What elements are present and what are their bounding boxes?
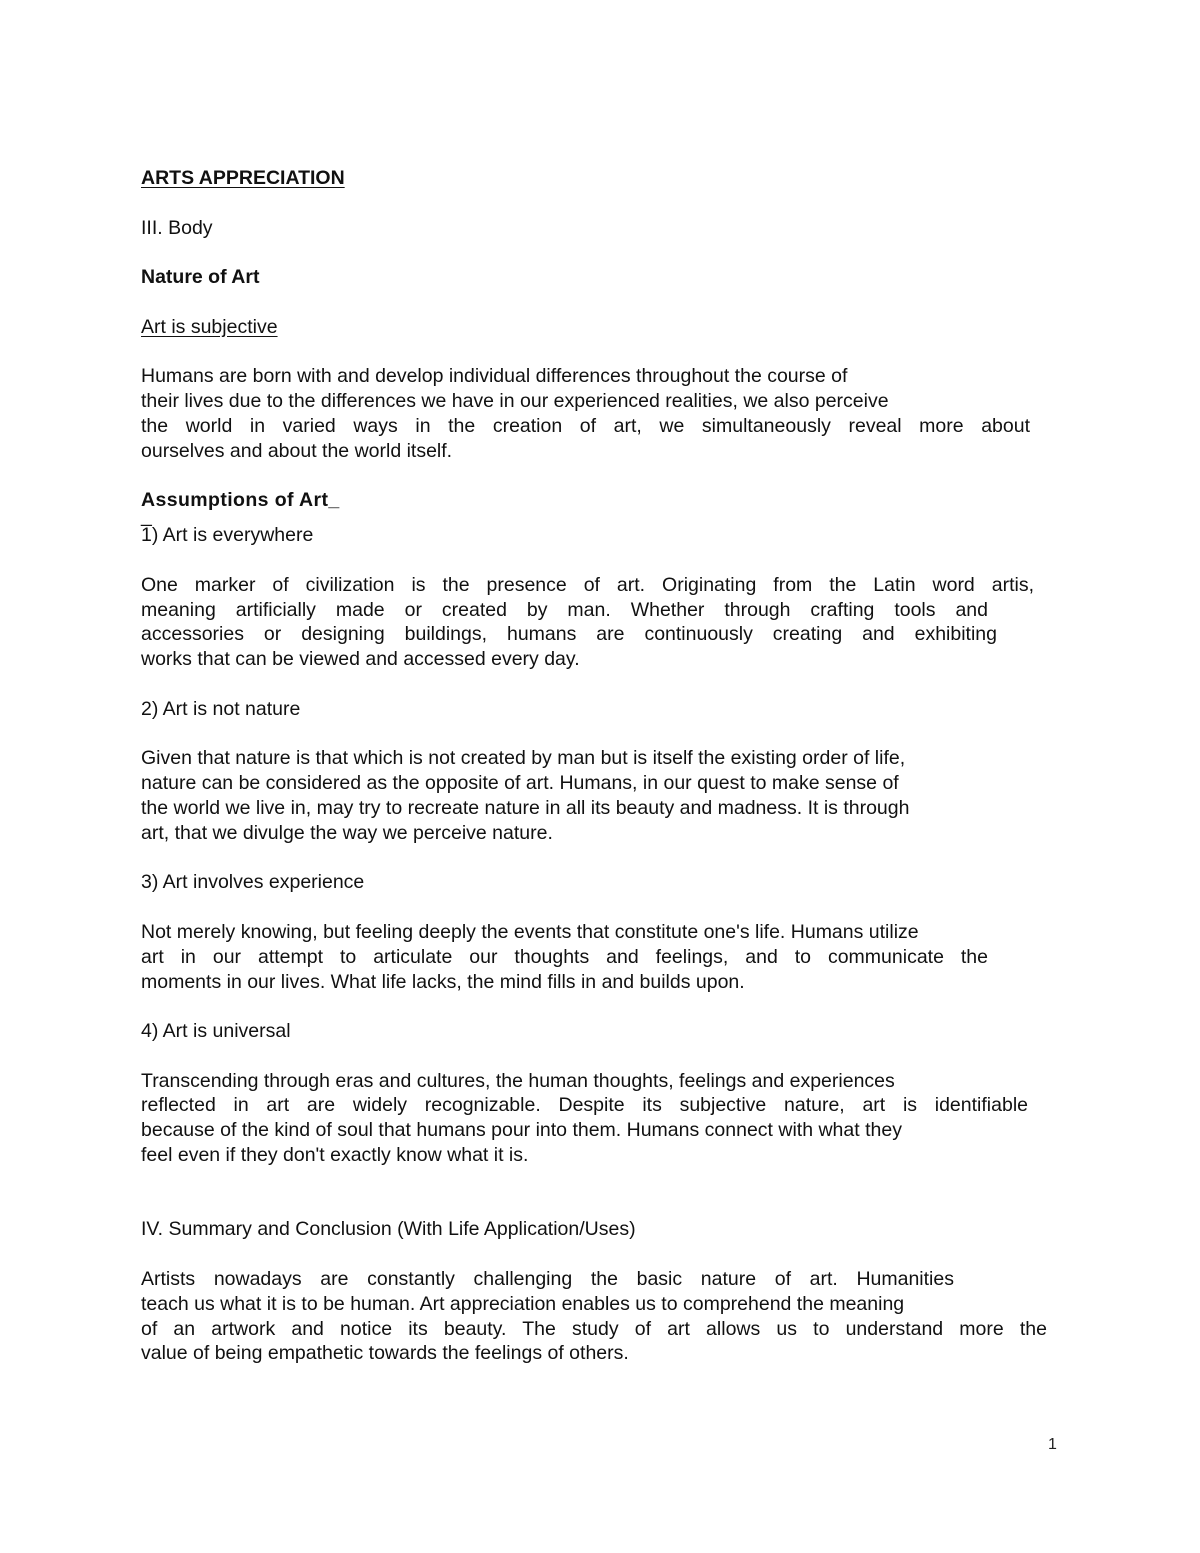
paragraph-line: accessories or designing buildings, humans are continuously creating and exhibiting <box>141 623 997 646</box>
item-3-title: 3) Art involves experience <box>141 871 365 894</box>
spacer <box>141 464 1051 489</box>
paragraph-item-3 <box>141 920 1051 994</box>
paragraph-line: because of the kind of soul that humans pour into them. Humans connect with what they <box>141 1119 902 1142</box>
paragraph-line: nature can be considered as the opposite of art. Humans, in our quest to make sense of <box>141 772 899 795</box>
paragraph-line: ourselves and about the world itself. <box>141 439 453 462</box>
paragraph-line: value of being empathetic towards the feelings of others. <box>141 1342 629 1365</box>
item-4-title: 4) Art is universal <box>141 1020 291 1043</box>
paragraph-line: One marker of civilization is the presence of art. Originating from the Latin word artis, <box>141 573 1034 596</box>
paragraph-line: teach us what it is to be human. Art appreciation enables us to comprehend the meaning <box>141 1292 905 1315</box>
paragraph-line: works that can be viewed and accessed every day. <box>141 648 580 671</box>
heading-assumptions-of-art: Assumptions of Art_ <box>141 489 340 512</box>
paragraph-item-1 <box>141 573 1051 672</box>
item-2-title: 2) Art is not nature <box>141 697 301 720</box>
paragraph-line: Humans are born with and develop individual differences throughout the course of <box>141 365 848 388</box>
paragraph-subjective <box>141 364 1051 463</box>
spacer <box>141 548 1051 573</box>
document-title: ARTS APPRECIATION <box>141 167 345 189</box>
paragraph-line: Given that nature is that which is not created by man but is itself the existing order of life, <box>141 747 906 770</box>
spacer <box>141 895 1051 920</box>
paragraph-line: moments in our lives. What life lacks, the mind fills in and builds upon. <box>141 970 745 993</box>
spacer <box>141 290 1051 315</box>
paragraph-line: Not merely knowing, but feeling deeply the events that constitute one's life. Humans utilize <box>141 920 919 943</box>
paragraph-line: their lives due to the differences we have in our experienced realities, we also perceive <box>141 390 889 413</box>
heading-nature-of-art: Nature of Art <box>141 266 260 289</box>
paragraph-line: of an artwork and notice its beauty. The study of art allows us to understand more the <box>141 1317 1047 1340</box>
paragraph-line: meaning artificially made or created by man. Whether through crafting tools and <box>141 598 988 621</box>
paragraph-item-4 <box>141 1069 1051 1168</box>
spacer <box>141 1044 1051 1069</box>
document-body <box>141 166 1051 1366</box>
subheading-art-is-subjective: Art is subjective <box>141 315 278 338</box>
spacer <box>141 340 1051 365</box>
paragraph-line: the world we live in, may try to recreate nature in all its beauty and madness. It is through <box>141 796 910 819</box>
page-number: 1 <box>1048 1436 1057 1453</box>
paragraph-line: Artists nowadays are constantly challenging the basic nature of art. Humanities <box>141 1268 954 1291</box>
spacer <box>141 994 1051 1019</box>
spacer <box>141 1242 1051 1267</box>
paragraph-line: Transcending through eras and cultures, the human thoughts, feelings and experiences <box>141 1069 895 1092</box>
section-heading-summary: IV. Summary and Conclusion (With Life Application/Uses) <box>141 1218 636 1241</box>
spacer <box>141 722 1051 747</box>
heading-assumptions-mark: _ <box>141 505 152 528</box>
spacer <box>141 1168 1051 1218</box>
paragraph-line: art, that we divulge the way we perceive nature. <box>141 821 553 844</box>
spacer <box>141 672 1051 697</box>
paragraph-line: reflected in art are widely recognizable. Despite its subjective nature, art is identifiable <box>141 1094 1028 1117</box>
spacer <box>141 191 1051 216</box>
section-heading-body: III. Body <box>141 216 213 239</box>
paragraph-line: the world in varied ways in the creation of art, we simultaneously reveal more about <box>141 414 1030 437</box>
spacer <box>141 240 1051 265</box>
paragraph-line: art in our attempt to articulate our thoughts and feelings, and to communicate the <box>141 945 988 968</box>
paragraph-line: feel even if they don't exactly know what it is. <box>141 1144 529 1167</box>
item-1-title: 1) Art is everywhere <box>141 524 314 547</box>
paragraph-item-2 <box>141 746 1051 845</box>
paragraph-summary <box>141 1267 1051 1366</box>
spacer <box>141 846 1051 871</box>
